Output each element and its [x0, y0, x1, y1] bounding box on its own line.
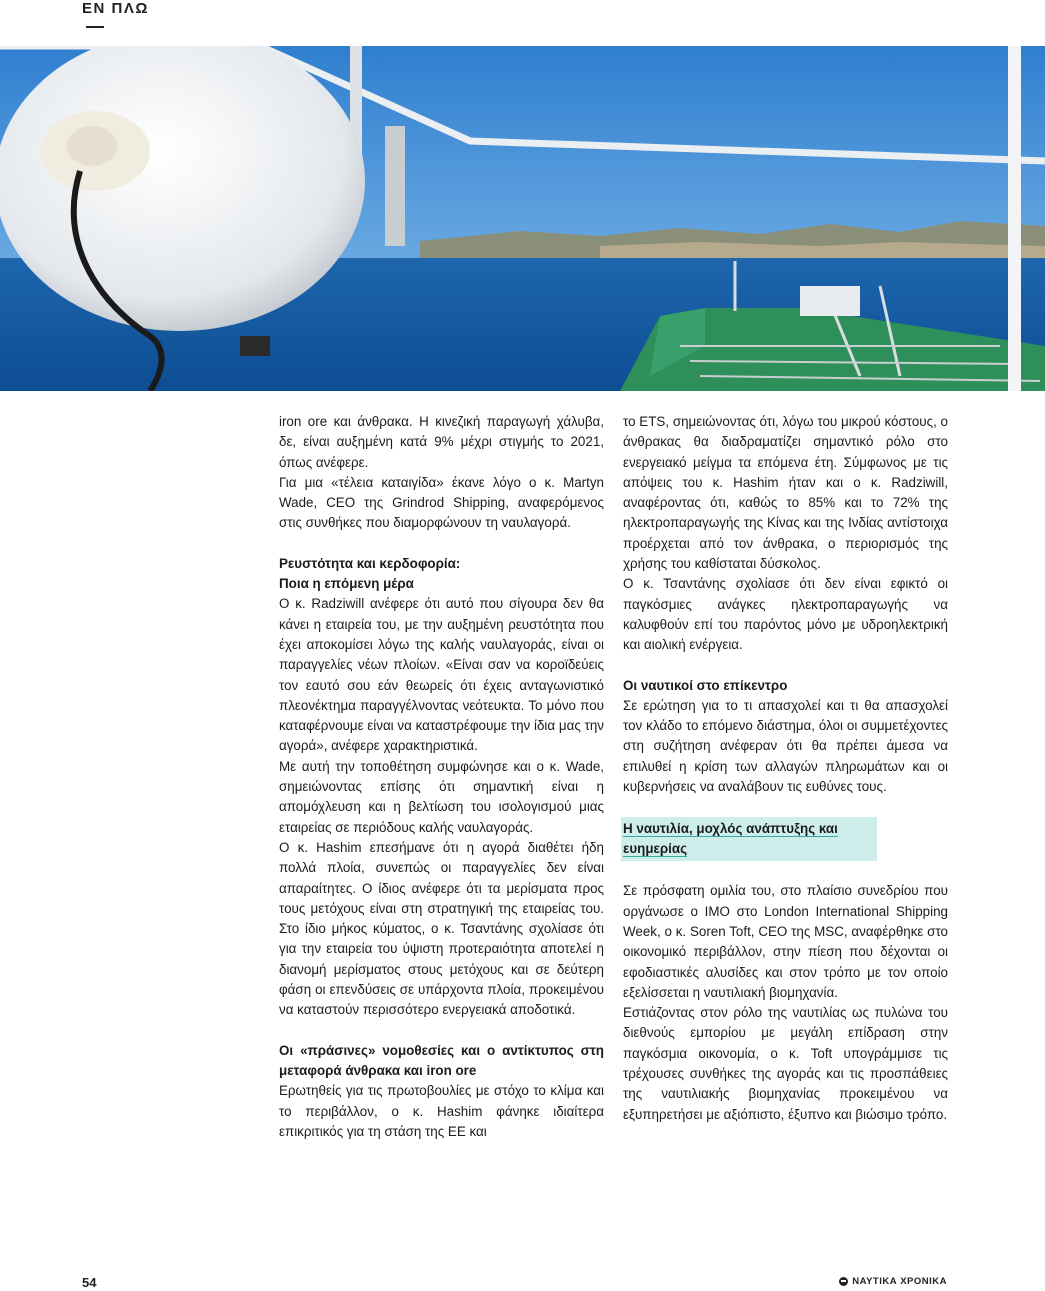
hero-photo — [0, 46, 1045, 391]
section-label: ΕΝ ΠΛΩ — [82, 0, 149, 17]
subheading: Οι «πράσινες» νομοθεσίες και ο αντίκτυπος στη μεταφορά άνθρακα και iron ore — [279, 1042, 604, 1078]
subheading: Ρευστότητα και κερδοφορία: — [279, 555, 461, 571]
paragraph: Ο κ. Τσαντάνης σχολίασε ότι δεν είναι εφικτό οι παγκόσμιες ανάγκες ηλεκτροπαραγωγής να καλυφθούν επί του παρόντος μόνο με υδροηλεκτρική και αιολική ενέργεια. — [623, 576, 948, 653]
paragraph: Για μια «τέλεια καταιγίδα» έκανε λόγο ο κ. Martyn Wade, CEO της Grindrod Shipping, αναφερόμενος στις συνθήκες που διαμορφώνουν τη ναυλαγορά. — [279, 474, 604, 531]
paragraph: Εστιάζοντας στον ρόλο της ναυτιλίας ως πυλώνα του διεθνούς εμπορίου με μεγάλη επίδραση στην παγκόσμια οικονομία, ο κ. Toft υπογράμμισε τις τρέχουσες συνθήκες της αγοράς και τις προσπάθειες της ναυτιλιακής βιομηχανίας προκειμένου να εξυπηρετήσει με αξιόπιστο, έξυπνο και βιώσιμο τρόπο. — [623, 1005, 948, 1122]
paragraph: Ο κ. Radziwill ανέφερε ότι αυτό που σίγουρα δεν θα κάνει η εταιρεία του, με την αυξημένη ρευστότητα που έχει αποκομίσει λόγω της καλής ναυλαγοράς, είναι οι παραγγελίες νέων πλοίων. «Είναι σαν να κοροϊδεύεις τον εαυτό σου εάν θεωρείς ότι έχεις ανταγωνιστικό πλεονέκτημα παραγγέλνοντας νεότευκτα. Το μόνο που καταφέρνουμε είναι να καταστρέφουμε την ίδια μας την αγορά», ανέφερε χαρακτηριστικά. — [279, 596, 604, 754]
paragraph: Ο κ. Hashim επεσήμανε ότι η αγορά διαθέτει ήδη πολλά πλοία, συνεπώς οι παραγγελίες δεν είναι απαραίτητες. Ο ίδιος ανέφερε ότι τα μερίσματα προς τους μετόχους είναι στη στρατηγική της εταιρείας του. Στο ίδιο μήκος κύματος, ο κ. Τσαντάνης σχολίασε ότι για την εταιρεία του ύψιστη προτεραιότητα αποτελεί η διανομή μερίσματος στους μετόχους και σε δεύτερη φάση οι επενδύσεις σε υπάρχοντα πλοία, προκειμένου να καταστούν περισσότερο ενεργειακά αποδοτικά. — [279, 839, 604, 1018]
right-column — [623, 412, 948, 1125]
paragraph: Ερωτηθείς για τις πρωτοβουλίες με στόχο το κλίμα και το περιβάλλον, ο κ. Hashim φάνηκε ιδιαίτερα επικριτικός για τη στάση της ΕΕ και — [279, 1083, 604, 1139]
spacer — [279, 534, 604, 554]
paragraph: iron ore και άνθρακα. Η κινεζική παραγωγή χάλυβα, δε, είναι αυξημένη κατά 9% μέχρι στιγμής το 2021, όπως ανέφερε. — [279, 414, 604, 470]
spacer — [623, 861, 948, 881]
spacer — [623, 656, 948, 676]
spacer — [279, 1021, 604, 1041]
magazine-name: ΝΑΥΤΙΚΑ ΧΡΟΝΙΚΑ — [852, 1276, 947, 1287]
paragraph: το ETS, σημειώνοντας ότι, λόγω του μικρού κόστους, ο άνθρακας θα διαδραματίζει σημαντικό ρόλο στο ενεργειακό μείγμα τα επόμενα έτη. Σύμφωνος με τις απόψεις του κ. Hashim ήταν και ο κ. Radziwill, αναφέροντας ότι, καθώς το 85% και το 72% της ηλεκτροπαραγωγής της Κίνας και της Ινδίας αντίστοιχα προέρχεται από τον άνθρακα, ο περιορισμός της χρήσης του καθίσταται δύσκολος. — [623, 414, 948, 572]
paragraph: Σε πρόσφατη ομιλία του, στο πλαίσιο συνεδρίου που οργάνωσε ο IMO στο London International Shipping Week, ο κ. Soren Toft, CEO της MSC, αναφέρθηκε στο οικονομικό περιβάλλον, στην πίεση που δέχονται οι εφοδιαστικές αλυσίδες και στον τρόπο με τον οποίο εξελίσσεται η ναυτιλιακή βιομηχανία. — [623, 883, 948, 1000]
paragraph: Με αυτή την τοποθέτηση συμφώνησε και ο κ. Wade, σημειώνοντας επίσης ότι σημαντική είναι η απομόχλευση και η βελτίωση του ισολογισμού μιας εταιρείας σε περιόδους καλής ναυλαγοράς. — [279, 758, 604, 835]
left-column — [279, 412, 604, 1142]
subheading: Ποια η επόμενη μέρα — [279, 576, 414, 592]
highlighted-heading — [621, 817, 877, 861]
subheading: Οι ναυτικοί στο επίκεντρο — [623, 677, 788, 693]
paragraph: Σε ερώτηση για το τι απασχολεί και τι θα απασχολεί τον κλάδο το επόμενο διάστημα, όλοι οι συμμετέχοντες στη συζήτηση ανέφεραν ότι θα πρέπει άμεσα να επιλυθεί η κρίση των αλλαγών πληρωμάτων και οι κυβερνήσεις να αναλάβουν τις ευθύνες τους. — [623, 697, 948, 795]
magazine-footer — [839, 1276, 947, 1287]
page-number: 54 — [82, 1275, 97, 1290]
spacer — [623, 797, 948, 817]
highlighted-heading-text: Η ναυτιλία, μοχλός ανάπτυξης και ευημερίας — [623, 821, 838, 857]
section-divider — [86, 26, 104, 28]
magazine-logo-icon — [839, 1277, 848, 1286]
